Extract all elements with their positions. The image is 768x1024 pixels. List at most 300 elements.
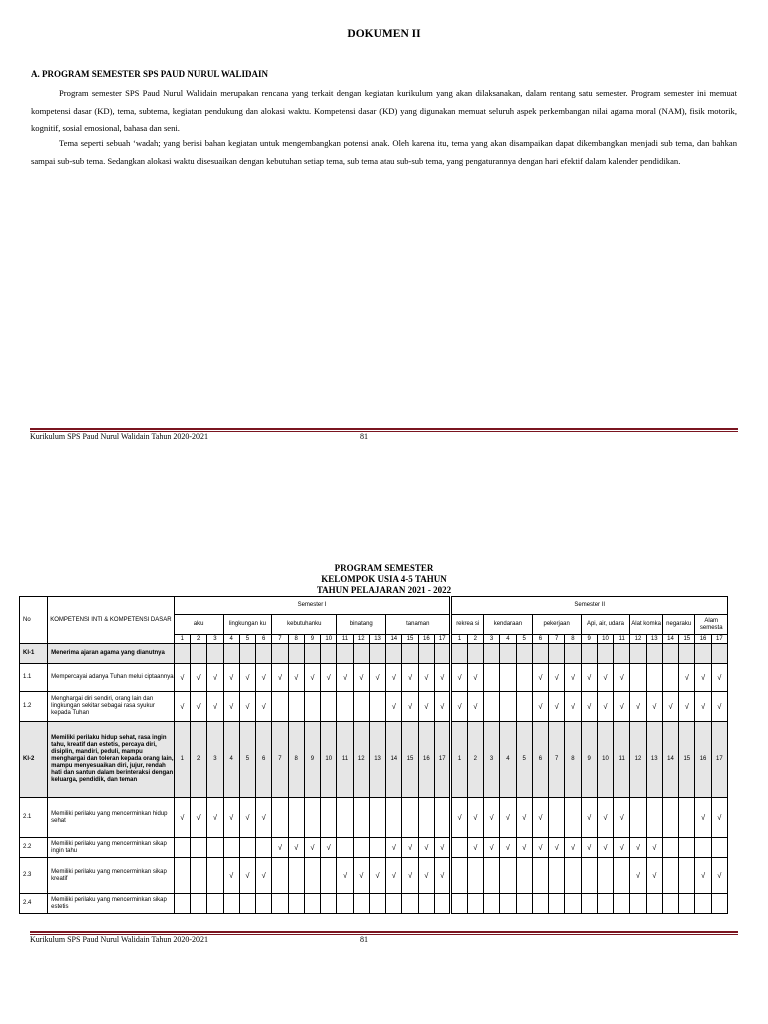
week-number: 8 <box>288 635 304 644</box>
empty-cell <box>190 894 206 914</box>
program-title-line-3: TAHUN PELAJARAN 2021 - 2022 <box>316 585 452 595</box>
empty-cell <box>565 894 581 914</box>
check-mark: √ <box>190 692 206 722</box>
empty-cell <box>679 798 695 838</box>
week-number: 17 <box>434 635 450 644</box>
check-mark: √ <box>695 798 711 838</box>
check-mark: √ <box>353 664 369 692</box>
empty-cell <box>516 692 532 722</box>
check-mark: √ <box>190 664 206 692</box>
empty-cell <box>321 798 337 838</box>
week-number: 14 <box>662 635 678 644</box>
week-number: 7 <box>549 635 565 644</box>
kd-row <box>20 798 728 838</box>
check-mark: √ <box>516 838 532 858</box>
check-mark: √ <box>581 692 597 722</box>
row-number: 2.3 <box>20 858 48 894</box>
empty-cell <box>483 664 499 692</box>
check-mark: √ <box>190 798 206 838</box>
empty-cell <box>272 798 288 838</box>
check-mark: √ <box>304 664 320 692</box>
check-mark: √ <box>646 838 662 858</box>
check-mark: √ <box>304 838 320 858</box>
check-mark: √ <box>597 692 613 722</box>
program-title-line-2: KELOMPOK USIA 4-5 TAHUN <box>321 574 447 584</box>
empty-cell <box>223 894 239 914</box>
check-mark: √ <box>532 692 548 722</box>
week-number: 6 <box>256 635 272 644</box>
row-number: 2.4 <box>20 894 48 914</box>
week-number: 9 <box>304 722 320 798</box>
footer-page-number: 81 <box>360 935 368 944</box>
week-number: 9 <box>581 722 597 798</box>
empty-cell <box>581 858 597 894</box>
empty-cell <box>500 664 516 692</box>
empty-cell <box>304 798 320 838</box>
theme-header: kendaraan <box>483 615 532 635</box>
empty-cell <box>288 644 304 664</box>
week-number: 4 <box>500 722 516 798</box>
empty-cell <box>451 858 467 894</box>
empty-cell <box>304 858 320 894</box>
check-mark: √ <box>467 798 483 838</box>
check-mark: √ <box>467 838 483 858</box>
check-mark: √ <box>614 664 630 692</box>
empty-cell <box>467 858 483 894</box>
week-number: 1 <box>451 722 467 798</box>
check-mark: √ <box>434 858 450 894</box>
empty-cell <box>369 692 385 722</box>
empty-cell <box>207 838 223 858</box>
empty-cell <box>353 894 369 914</box>
empty-cell <box>321 644 337 664</box>
empty-cell <box>711 894 727 914</box>
check-mark: √ <box>418 858 434 894</box>
semester-2-header: Semester II <box>451 597 728 615</box>
check-mark: √ <box>223 664 239 692</box>
competency-text: Mempercayai adanya Tuhan melui ciptaannya <box>48 664 175 692</box>
empty-cell <box>321 858 337 894</box>
week-number: 4 <box>223 722 239 798</box>
empty-cell <box>190 838 206 858</box>
week-number: 10 <box>321 635 337 644</box>
empty-cell <box>695 644 711 664</box>
week-number: 5 <box>516 635 532 644</box>
empty-cell <box>337 644 353 664</box>
check-mark: √ <box>386 692 402 722</box>
check-mark: √ <box>581 664 597 692</box>
week-number: 7 <box>272 722 288 798</box>
empty-cell <box>500 894 516 914</box>
theme-header: binatang <box>337 615 386 635</box>
check-mark: √ <box>256 798 272 838</box>
check-mark: √ <box>434 838 450 858</box>
empty-cell <box>207 644 223 664</box>
week-number: 8 <box>288 722 304 798</box>
kd-row <box>20 838 728 858</box>
check-mark: √ <box>174 798 190 838</box>
week-number: 7 <box>272 635 288 644</box>
week-number: 17 <box>711 635 727 644</box>
program-title-line-1: PROGRAM SEMESTER <box>334 563 434 573</box>
week-number: 12 <box>630 722 646 798</box>
week-number: 6 <box>256 722 272 798</box>
row-number: KI-1 <box>20 644 48 664</box>
empty-cell <box>549 858 565 894</box>
theme-header: tanaman <box>386 615 451 635</box>
week-number: 2 <box>190 722 206 798</box>
empty-cell <box>386 894 402 914</box>
empty-cell <box>369 798 385 838</box>
empty-cell <box>581 644 597 664</box>
empty-cell <box>353 838 369 858</box>
check-mark: √ <box>288 664 304 692</box>
check-mark: √ <box>565 838 581 858</box>
empty-cell <box>549 644 565 664</box>
week-number: 10 <box>321 722 337 798</box>
empty-cell <box>272 894 288 914</box>
check-mark: √ <box>695 664 711 692</box>
empty-cell <box>630 798 646 838</box>
week-number: 9 <box>581 635 597 644</box>
competency-text: Memiliki perilaku hidup sehat, rasa ingin tahu, kreatif dan estetis, percaya diri, disiplin, mandiri, peduli, mampu menghargai dan toleran kepada orang lain, mampu menyesuaikan diri, jujur, rendah hati dan santun dalam berinteraksi dengan keluarga, pendidik, dan teman <box>48 722 175 798</box>
week-number: 11 <box>337 722 353 798</box>
check-mark: √ <box>386 858 402 894</box>
week-number: 15 <box>679 722 695 798</box>
empty-cell <box>256 894 272 914</box>
check-mark: √ <box>646 858 662 894</box>
footer-text: Kurikulum SPS Paud Nurul Walidain Tahun 2020-2021 <box>30 935 209 944</box>
check-mark: √ <box>207 798 223 838</box>
week-number: 5 <box>239 635 255 644</box>
empty-cell <box>272 692 288 722</box>
check-mark: √ <box>386 838 402 858</box>
check-mark: √ <box>337 664 353 692</box>
empty-cell <box>402 798 418 838</box>
check-mark: √ <box>597 798 613 838</box>
check-mark: √ <box>223 692 239 722</box>
check-mark: √ <box>516 798 532 838</box>
row-number: 1.2 <box>20 692 48 722</box>
empty-cell <box>516 644 532 664</box>
week-number: 4 <box>223 635 239 644</box>
week-number: 13 <box>369 635 385 644</box>
kd-row <box>20 858 728 894</box>
empty-cell <box>483 858 499 894</box>
empty-cell <box>288 894 304 914</box>
check-mark: √ <box>174 664 190 692</box>
check-mark: √ <box>679 692 695 722</box>
empty-cell <box>402 644 418 664</box>
check-mark: √ <box>288 838 304 858</box>
kd-row <box>20 894 728 914</box>
check-mark: √ <box>272 838 288 858</box>
empty-cell <box>565 644 581 664</box>
empty-cell <box>418 798 434 838</box>
empty-cell <box>239 644 255 664</box>
empty-cell <box>662 644 678 664</box>
week-number: 15 <box>402 722 418 798</box>
empty-cell <box>662 664 678 692</box>
check-mark: √ <box>223 858 239 894</box>
empty-cell <box>239 894 255 914</box>
check-mark: √ <box>239 664 255 692</box>
footer-rule <box>30 428 738 430</box>
empty-cell <box>239 838 255 858</box>
week-number: 16 <box>418 635 434 644</box>
empty-cell <box>272 644 288 664</box>
row-number: KI-2 <box>20 722 48 798</box>
check-mark: √ <box>353 858 369 894</box>
check-mark: √ <box>402 838 418 858</box>
check-mark: √ <box>223 798 239 838</box>
check-mark: √ <box>369 858 385 894</box>
program-semester-table <box>19 596 728 914</box>
document-title: DOKUMEN II <box>347 28 421 40</box>
empty-cell <box>516 664 532 692</box>
check-mark: √ <box>614 798 630 838</box>
empty-cell <box>418 644 434 664</box>
check-mark: √ <box>337 858 353 894</box>
week-number: 2 <box>467 722 483 798</box>
check-mark: √ <box>256 664 272 692</box>
empty-cell <box>516 858 532 894</box>
week-number: 2 <box>190 635 206 644</box>
week-number: 11 <box>614 635 630 644</box>
empty-cell <box>532 858 548 894</box>
empty-cell <box>288 798 304 838</box>
empty-cell <box>174 894 190 914</box>
empty-cell <box>532 644 548 664</box>
check-mark: √ <box>532 838 548 858</box>
check-mark: √ <box>549 664 565 692</box>
empty-cell <box>679 838 695 858</box>
empty-cell <box>321 692 337 722</box>
check-mark: √ <box>630 858 646 894</box>
empty-cell <box>190 644 206 664</box>
check-mark: √ <box>500 838 516 858</box>
empty-cell <box>223 644 239 664</box>
check-mark: √ <box>239 858 255 894</box>
empty-cell <box>256 838 272 858</box>
check-mark: √ <box>272 664 288 692</box>
empty-cell <box>451 644 467 664</box>
kd-row <box>20 692 728 722</box>
check-mark: √ <box>451 664 467 692</box>
header-row <box>20 597 728 615</box>
week-number: 13 <box>646 722 662 798</box>
check-mark: √ <box>402 664 418 692</box>
empty-cell <box>679 858 695 894</box>
theme-header: aku <box>174 615 223 635</box>
empty-cell <box>614 858 630 894</box>
empty-cell <box>646 894 662 914</box>
empty-cell <box>174 858 190 894</box>
empty-cell <box>662 838 678 858</box>
competency-text: Memiliki perilaku yang mencerminkan sikap ingin tahu <box>48 838 175 858</box>
kd-row <box>20 664 728 692</box>
check-mark: √ <box>662 692 678 722</box>
week-number: 5 <box>516 722 532 798</box>
empty-cell <box>386 798 402 838</box>
empty-cell <box>369 894 385 914</box>
empty-cell <box>614 644 630 664</box>
week-number: 15 <box>402 635 418 644</box>
empty-cell <box>565 858 581 894</box>
check-mark: √ <box>695 858 711 894</box>
check-mark: √ <box>614 838 630 858</box>
col-header-competency: KOMPETENSI INTI & KOMPETENSI DASAR <box>48 597 175 644</box>
check-mark: √ <box>500 798 516 838</box>
empty-cell <box>662 798 678 838</box>
week-number: 12 <box>630 635 646 644</box>
col-header-no: No <box>20 597 48 644</box>
empty-cell <box>646 664 662 692</box>
week-number: 2 <box>467 635 483 644</box>
competency-text: Memiliki perilaku yang mencerminkan sikap kreatif <box>48 858 175 894</box>
row-number: 2.1 <box>20 798 48 838</box>
empty-cell <box>272 858 288 894</box>
week-number: 9 <box>304 635 320 644</box>
empty-cell <box>597 894 613 914</box>
week-number: 4 <box>500 635 516 644</box>
check-mark: √ <box>402 692 418 722</box>
row-number: 1.1 <box>20 664 48 692</box>
empty-cell <box>597 644 613 664</box>
check-mark: √ <box>451 798 467 838</box>
week-number: 3 <box>207 635 223 644</box>
check-mark: √ <box>630 838 646 858</box>
empty-cell <box>402 894 418 914</box>
empty-cell <box>467 894 483 914</box>
ki-row <box>20 722 728 798</box>
empty-cell <box>434 644 450 664</box>
theme-header: pekerjaan <box>532 615 581 635</box>
check-mark: √ <box>597 838 613 858</box>
empty-cell <box>337 798 353 838</box>
check-mark: √ <box>630 692 646 722</box>
check-mark: √ <box>711 664 727 692</box>
theme-header: negaraku <box>662 615 695 635</box>
empty-cell <box>646 798 662 838</box>
empty-cell <box>614 894 630 914</box>
check-mark: √ <box>418 692 434 722</box>
empty-cell <box>516 894 532 914</box>
empty-cell <box>532 894 548 914</box>
section-heading: A. PROGRAM SEMESTER SPS PAUD NURUL WALIDAIN <box>31 69 268 79</box>
theme-header: Alam semesta <box>695 615 728 635</box>
empty-cell <box>630 644 646 664</box>
check-mark: √ <box>239 798 255 838</box>
week-number: 14 <box>386 722 402 798</box>
competency-text: Memiliki perilaku yang mencerminkan hidup sehat <box>48 798 175 838</box>
check-mark: √ <box>532 798 548 838</box>
check-mark: √ <box>549 838 565 858</box>
ki-row <box>20 644 728 664</box>
check-mark: √ <box>256 692 272 722</box>
week-number: 12 <box>353 722 369 798</box>
empty-cell <box>695 894 711 914</box>
week-number: 7 <box>549 722 565 798</box>
empty-cell <box>483 692 499 722</box>
check-mark: √ <box>386 664 402 692</box>
empty-cell <box>353 644 369 664</box>
empty-cell <box>581 894 597 914</box>
check-mark: √ <box>207 692 223 722</box>
empty-cell <box>565 798 581 838</box>
empty-cell <box>304 644 320 664</box>
empty-cell <box>304 692 320 722</box>
week-number: 11 <box>614 722 630 798</box>
empty-cell <box>304 894 320 914</box>
empty-cell <box>630 664 646 692</box>
check-mark: √ <box>207 664 223 692</box>
check-mark: √ <box>646 692 662 722</box>
empty-cell <box>207 858 223 894</box>
week-number: 13 <box>369 722 385 798</box>
footer-rule <box>30 931 738 933</box>
check-mark: √ <box>418 664 434 692</box>
competency-text: Menghargai diri sendiri, orang lain dan lingkungan sekitar sebagai rasa syukur kepada Tuhan <box>48 692 175 722</box>
empty-cell <box>662 894 678 914</box>
empty-cell <box>174 644 190 664</box>
empty-cell <box>630 894 646 914</box>
empty-cell <box>418 894 434 914</box>
empty-cell <box>434 798 450 838</box>
theme-header: Api, air, udara <box>581 615 630 635</box>
check-mark: √ <box>711 692 727 722</box>
week-number: 16 <box>418 722 434 798</box>
empty-cell <box>337 692 353 722</box>
week-number: 15 <box>679 635 695 644</box>
week-number: 1 <box>451 635 467 644</box>
empty-cell <box>679 894 695 914</box>
week-number: 8 <box>565 635 581 644</box>
week-number: 6 <box>532 635 548 644</box>
empty-cell <box>207 894 223 914</box>
empty-cell <box>662 858 678 894</box>
competency-text: Menerima ajaran agama yang dianutnya <box>48 644 175 664</box>
check-mark: √ <box>597 664 613 692</box>
check-mark: √ <box>483 798 499 838</box>
empty-cell <box>174 838 190 858</box>
empty-cell <box>223 838 239 858</box>
check-mark: √ <box>711 798 727 838</box>
check-mark: √ <box>467 692 483 722</box>
row-number: 2.2 <box>20 838 48 858</box>
empty-cell <box>337 838 353 858</box>
theme-header: lingkungan ku <box>223 615 272 635</box>
empty-cell <box>500 692 516 722</box>
empty-cell <box>434 894 450 914</box>
empty-cell <box>483 644 499 664</box>
theme-header: Alat komka <box>630 615 663 635</box>
paragraph-2: Tema seperti sebuah ‘wadah; yang berisi bahan kegiatan untuk mengembangkan potensi anak. Oleh karena itu, tema yang akan disampaikan dapat dikembangkan menjadi sub tema, dan bahkan sampai sub-sub tema. Sedangkan alokasi waktu disesuaikan dengan kebutuhan setiap tema, sub tema atau sub-sub tema, yang pengaturannya dengan hari efektif dalam kalender pendidikan. <box>31 138 737 166</box>
empty-cell <box>500 644 516 664</box>
week-number: 5 <box>239 722 255 798</box>
week-number: 3 <box>207 722 223 798</box>
empty-cell <box>321 894 337 914</box>
check-mark: √ <box>402 858 418 894</box>
check-mark: √ <box>321 838 337 858</box>
empty-cell <box>549 798 565 838</box>
theme-header: kebutuhanku <box>272 615 337 635</box>
check-mark: √ <box>256 858 272 894</box>
week-number: 12 <box>353 635 369 644</box>
semester-1-header: Semester I <box>174 597 451 615</box>
check-mark: √ <box>434 692 450 722</box>
empty-cell <box>679 644 695 664</box>
